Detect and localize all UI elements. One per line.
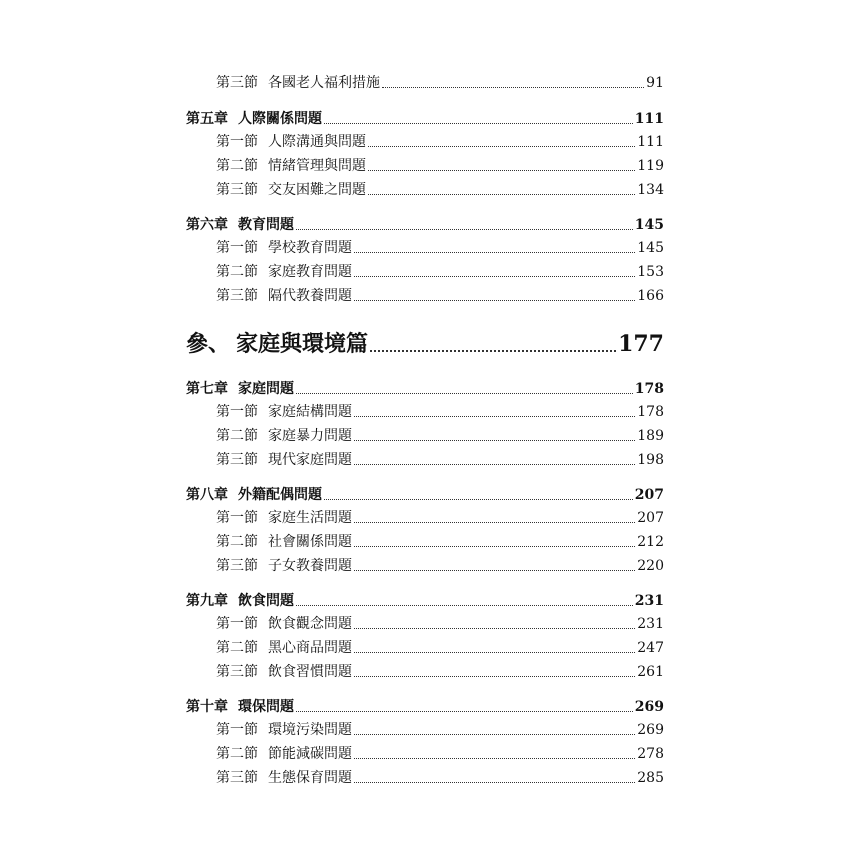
dot-leader [296, 229, 633, 230]
dot-leader [354, 546, 635, 547]
entry-title: 環境污染問題 [268, 722, 352, 738]
entry-title: 家庭暴力問題 [268, 428, 352, 444]
page-number: 285 [637, 770, 664, 786]
entry-title: 飲食問題 [238, 593, 294, 609]
page-number: 247 [637, 640, 664, 656]
entry-title: 飲食觀念問題 [268, 616, 352, 632]
page-number: 145 [634, 217, 664, 233]
entry-title: 生態保育問題 [268, 770, 352, 786]
page-number: 207 [637, 510, 664, 526]
page-number: 231 [637, 616, 664, 632]
toc-chapter-entry: 第五章 人際關係問題 111 [186, 111, 664, 127]
table-of-contents [186, 0, 664, 850]
page-number: 207 [634, 487, 664, 503]
toc-chapter-entry: 第九章 飲食問題 231 [186, 593, 664, 609]
toc-chapter-entry: 第十章 環保問題 269 [186, 699, 664, 715]
toc-section-entry: 第一節 學校教育問題 145 [216, 240, 664, 256]
dot-leader [354, 570, 635, 571]
entry-title: 外籍配偶問題 [238, 487, 322, 503]
dot-leader [354, 758, 635, 759]
entry-title: 家庭與環境篇 [236, 331, 369, 357]
dot-leader [324, 499, 633, 500]
toc-chapter-entry: 第六章 教育問題 145 [186, 217, 664, 233]
page-number: 145 [637, 240, 664, 256]
toc-section-entry: 第三節 隔代教養問題 166 [216, 288, 664, 304]
toc-section-entry: 第二節 情緒管理與問題 119 [216, 158, 664, 174]
entry-title: 人際關係問題 [238, 111, 322, 127]
entry-title: 人際溝通與問題 [268, 134, 366, 150]
page-number: 177 [618, 331, 664, 357]
dot-leader [354, 628, 635, 629]
dot-leader [296, 605, 633, 606]
entry-title: 隔代教養問題 [268, 288, 352, 304]
dot-leader [354, 416, 635, 417]
dot-leader [354, 440, 635, 441]
page-number: 269 [637, 722, 664, 738]
entry-title: 家庭結構問題 [268, 404, 352, 420]
toc-section-entry: 第一節 飲食觀念問題 231 [216, 616, 664, 632]
entry-title: 節能減碳問題 [268, 746, 352, 762]
dot-leader [354, 464, 635, 465]
dot-leader [354, 782, 635, 783]
toc-section-entry: 第三節 各國老人福利措施 91 [216, 75, 664, 91]
dot-leader [368, 194, 635, 195]
entry-title: 子女教養問題 [268, 558, 352, 574]
dot-leader [296, 393, 633, 394]
entry-title: 教育問題 [238, 217, 294, 233]
toc-section-entry: 第三節 現代家庭問題 198 [216, 452, 664, 468]
toc-section-entry: 第三節 生態保育問題 285 [216, 770, 664, 786]
entry-title: 家庭生活問題 [268, 510, 352, 526]
entry-title: 黑心商品問題 [268, 640, 352, 656]
page-number: 198 [637, 452, 664, 468]
entry-title: 交友困難之問題 [268, 182, 366, 198]
toc-section-entry: 第二節 家庭教育問題 153 [216, 264, 664, 280]
page-number: 91 [646, 75, 664, 91]
toc-chapter-entry: 第七章 家庭問題 178 [186, 381, 664, 397]
page-number: 111 [637, 134, 664, 150]
page-number: 119 [637, 158, 664, 174]
dot-leader [296, 711, 633, 712]
dot-leader [382, 87, 644, 88]
page-number: 153 [637, 264, 664, 280]
dot-leader [354, 652, 635, 653]
page-number: 212 [637, 534, 664, 550]
toc-section-entry: 第三節 飲食習慣問題 261 [216, 664, 664, 680]
dot-leader [354, 276, 635, 277]
dot-leader [354, 522, 635, 523]
entry-title: 社會關係問題 [268, 534, 352, 550]
page-number: 220 [637, 558, 664, 574]
dot-leader [354, 300, 635, 301]
toc-section-entry: 第三節 子女教養問題 220 [216, 558, 664, 574]
page-number: 261 [637, 664, 664, 680]
toc-chapter-entry: 第八章 外籍配偶問題 207 [186, 487, 664, 503]
page-number: 134 [637, 182, 664, 198]
toc-section-entry: 第二節 家庭暴力問題 189 [216, 428, 664, 444]
page-number: 189 [637, 428, 664, 444]
entry-title: 飲食習慣問題 [268, 664, 352, 680]
dot-leader [368, 170, 635, 171]
toc-section-entry: 第二節 社會關係問題 212 [216, 534, 664, 550]
dot-leader [354, 734, 635, 735]
toc-section-entry: 第一節 環境污染問題 269 [216, 722, 664, 738]
dot-leader [354, 676, 635, 677]
page-number: 178 [637, 404, 664, 420]
page-number: 111 [634, 111, 664, 127]
toc-section-entry: 第一節 人際溝通與問題 111 [216, 134, 664, 150]
toc-section-entry: 第一節 家庭結構問題 178 [216, 404, 664, 420]
toc-section-entry: 第三節 交友困難之問題 134 [216, 182, 664, 198]
entry-title: 家庭教育問題 [268, 264, 352, 280]
toc-section-entry: 第二節 節能減碳問題 278 [216, 746, 664, 762]
page-number: 231 [634, 593, 664, 609]
dot-leader [324, 123, 633, 124]
page-number: 166 [637, 288, 664, 304]
entry-title: 環保問題 [238, 699, 294, 715]
entry-title: 情緒管理與問題 [268, 158, 366, 174]
toc-section-entry: 第一節 家庭生活問題 207 [216, 510, 664, 526]
toc-section-entry: 第二節 黑心商品問題 247 [216, 640, 664, 656]
entry-title: 家庭問題 [238, 381, 294, 397]
page-number: 269 [634, 699, 664, 715]
page-number: 278 [637, 746, 664, 762]
dot-leader [354, 252, 635, 253]
page-number: 178 [634, 381, 664, 397]
entry-title: 學校教育問題 [268, 240, 352, 256]
entry-title: 各國老人福利措施 [268, 75, 380, 91]
dot-leader [370, 350, 616, 352]
entry-title: 現代家庭問題 [268, 452, 352, 468]
toc-part-heading: 參、 家庭與環境篇 177 [186, 331, 664, 357]
dot-leader [368, 146, 635, 147]
